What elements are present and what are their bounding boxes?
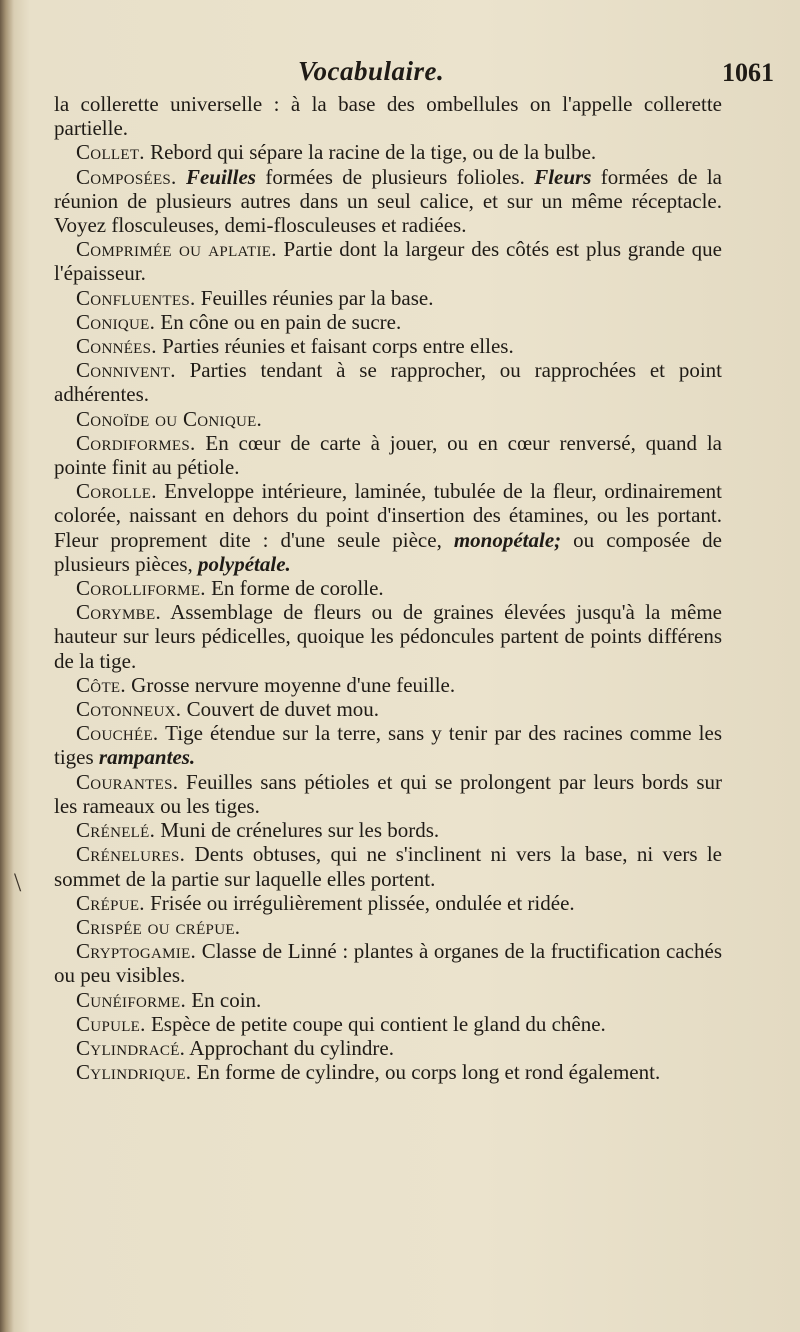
entry-term: Cotonneux. [76, 697, 182, 722]
vocabulary-entry [54, 286, 722, 310]
entry-term: Cylindracé. [76, 1035, 186, 1060]
entry-definition: Feuilles réunies par la base. [195, 285, 434, 310]
vocabulary-entry [54, 915, 722, 939]
entry-definition: Parties tendant à se rapprocher, ou rapprochées et point adhérentes. [54, 358, 722, 407]
entry-definition: ou composée de plusieurs pièces, [54, 527, 722, 576]
entry-definition: la collerette universelle : à la base des ombellules on l'appelle collerette partielle. [54, 92, 722, 141]
entry-term: Cryptogamie. [76, 939, 197, 964]
vocabulary-entry [54, 721, 722, 769]
entry-term: Crénelures. [76, 842, 186, 867]
vocabulary-text [54, 92, 722, 1084]
vocabulary-entry [54, 310, 722, 334]
entry-definition: Classe de Linné : plantes à organes de la fructification cachés ou peu visibles. [54, 939, 722, 988]
entry-definition: En cône ou en pain de sucre. [155, 309, 402, 334]
entry-definition: Grosse nervure moyenne d'une feuille. [125, 672, 456, 697]
italic-term: Fleurs [534, 164, 592, 189]
vocabulary-entry [54, 988, 722, 1012]
entry-term: Composées. [76, 164, 177, 189]
vocabulary-entry [54, 237, 722, 285]
entry-definition: Assemblage de fleurs ou de graines élevées jusqu'à la même hauteur sur leurs pédicelles, quoique les pédoncules partent de points différens de la tige. [54, 600, 722, 673]
entry-term: Connées. [76, 334, 157, 359]
vocabulary-entry [54, 1012, 722, 1036]
entry-term: Cunéiforme. [76, 987, 187, 1012]
vocabulary-entry [54, 431, 722, 479]
italic-term: Feuilles [185, 164, 256, 189]
entry-definition: formées de la réunion de plusieurs autres dans un seul calice, et sur un même réceptacle. Voyez flosculeuses, demi-flosculeuses et radiées. [54, 164, 722, 238]
vocabulary-entry [54, 1036, 722, 1060]
entry-term: Confluentes. [76, 285, 196, 310]
vocabulary-entry [54, 92, 722, 140]
entry-term: Corymbe. [76, 600, 162, 625]
vocabulary-entry [54, 600, 722, 673]
vocabulary-entry [54, 479, 722, 576]
entry-definition: Frisée ou irrégulièrement plissée, ondulée et ridée. [144, 890, 575, 915]
entry-term: Collet. [76, 140, 145, 165]
entry-definition: Tige étendue sur la terre, sans y tenir par des racines comme les tiges [54, 721, 722, 770]
vocabulary-entry [54, 165, 722, 238]
vocabulary-entry [54, 358, 722, 406]
entry-definition: En coin. [186, 987, 262, 1012]
entry-term: Conique. [76, 309, 156, 334]
entry-definition: Espèce de petite coupe qui contient le gland du chêne. [145, 1011, 606, 1036]
entry-term: Crispée ou crépue. [76, 914, 241, 939]
vocabulary-entry [54, 770, 722, 818]
margin-mark: \ [14, 868, 22, 897]
entry-definition: Muni de crénelures sur les bords. [155, 818, 440, 843]
vocabulary-entry [54, 673, 722, 697]
entry-definition: Approchant du cylindre. [185, 1035, 394, 1060]
entry-definition: En forme de cylindre, ou corps long et rond également. [191, 1060, 661, 1085]
entry-term: Crénelé. [76, 818, 156, 843]
entry-term: Corolle. [76, 479, 157, 504]
vocabulary-entry [54, 576, 722, 600]
entry-term: Crépue. [76, 890, 145, 915]
italic-term: polypétale. [198, 551, 291, 576]
vocabulary-entry [54, 140, 722, 164]
vocabulary-entry [54, 334, 722, 358]
entry-term: Cupule. [76, 1011, 146, 1036]
vocabulary-entry [54, 842, 722, 890]
entry-definition: Enveloppe intérieure, laminée, tubulée de la fleur, ordinairement colorée, naissant en dehors du point d'insertion des étamines, ou les portant. Fleur proprement dite : d'une seule pièce, [54, 479, 722, 552]
entry-term: Connivent. [76, 358, 176, 383]
running-head: Vocabulaire. [298, 56, 445, 86]
entry-definition: Couvert de duvet mou. [181, 697, 380, 722]
entry-definition: formées de plusieurs folioles. [255, 164, 535, 189]
entry-term: Côte. [76, 672, 126, 697]
entry-term: Cylindrique. [76, 1060, 192, 1085]
entry-definition [177, 165, 186, 189]
entry-term: Courantes. [76, 769, 179, 794]
entry-definition: Parties réunies et faisant corps entre elles. [156, 334, 514, 359]
page-header [0, 52, 800, 92]
page-number: 1061 [722, 58, 774, 87]
entry-definition: Dents obtuses, qui ne s'inclinent ni vers la base, ni vers le sommet de la partie sur laquelle elles portent. [54, 842, 722, 891]
entry-definition: En forme de corolle. [205, 576, 384, 601]
italic-term: monopétale; [453, 527, 562, 552]
entry-term: Conoïde ou Conique. [76, 406, 263, 431]
entry-term: Cordiformes. [76, 430, 196, 455]
italic-term: rampantes. [98, 745, 196, 770]
entry-definition: Partie dont la largeur des côtés est plus grande que l'épaisseur. [54, 237, 722, 286]
vocabulary-entry [54, 891, 722, 915]
vocabulary-entry [54, 407, 722, 431]
entry-definition: En cœur de carte à jouer, ou en cœur renversé, quand la pointe finit au pétiole. [54, 430, 722, 480]
entry-definition: Feuilles sans pétioles et qui se prolongent par leurs bords sur les rameaux ou les tiges. [54, 769, 722, 818]
entry-term: Couchée. [76, 721, 159, 746]
vocabulary-entry [54, 939, 722, 987]
entry-term: Comprimée ou aplatie. [76, 237, 277, 262]
entry-definition: Rebord qui sépare la racine de la tige, ou de la bulbe. [144, 140, 597, 165]
vocabulary-entry [54, 697, 722, 721]
entry-term: Corolliforme. [76, 576, 206, 601]
vocabulary-entry [54, 818, 722, 842]
vocabulary-entry [54, 1060, 722, 1084]
